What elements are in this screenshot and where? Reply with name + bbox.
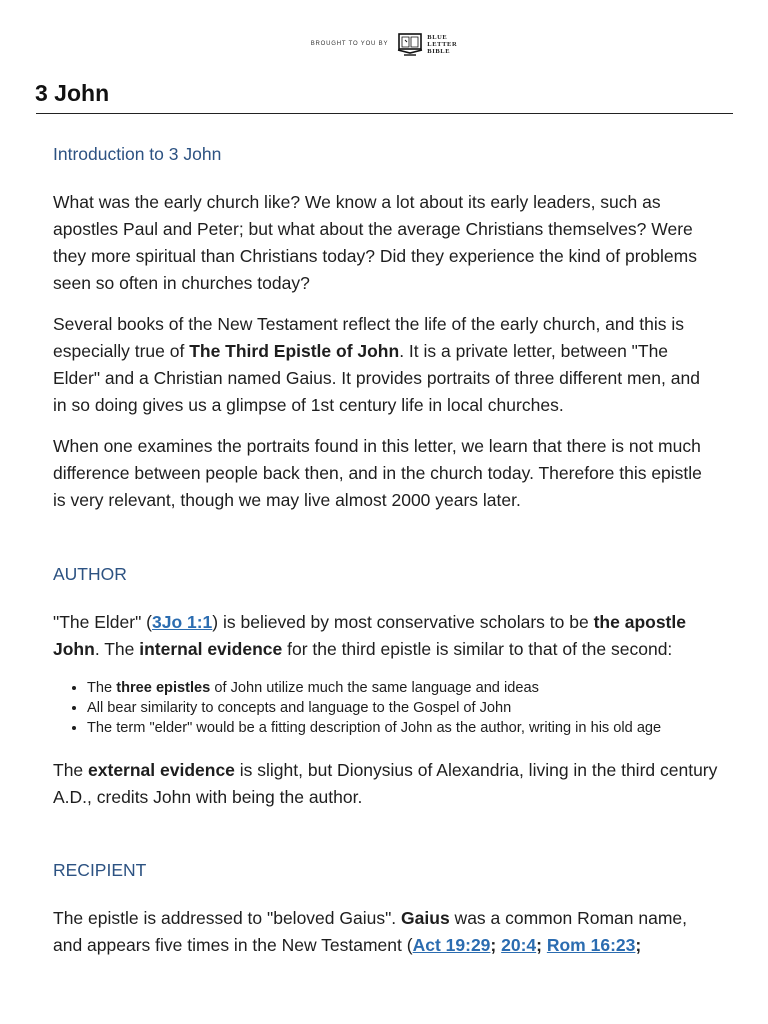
text-run: is slight, but Dionysius of Alexandria, living in the third century A.D., credits John with being the author.: [53, 760, 718, 807]
separator: ;: [635, 935, 642, 955]
author-paragraph-1: [53, 609, 718, 663]
main-content: [53, 130, 718, 959]
list-item: • The term "elder" would be a fitting description of John as the author, writing in his old age: [87, 718, 718, 738]
recipient-heading: RECIPIENT: [53, 860, 147, 880]
title-divider: [36, 113, 733, 114]
text-run: The epistle is addressed to "beloved Gaius".: [53, 908, 402, 928]
text-run: . The: [94, 639, 140, 659]
bold-internal-evidence: internal evidence: [139, 639, 283, 659]
author-evidence-list: [53, 678, 718, 738]
bold-apostle-john: the apostle John: [53, 612, 686, 659]
verse-link-3jo-1-1[interactable]: 3Jo 1:1: [151, 612, 213, 632]
separator: ;: [490, 935, 502, 955]
bold-gaius: Gaius: [401, 908, 450, 928]
text-run: for the third epistle is similar to that of the second:: [282, 639, 673, 659]
blue-letter-bible-logo[interactable]: [396, 30, 457, 58]
text-run: "The Elder" (: [53, 612, 152, 632]
intro-paragraph-1: What was the early church like? We know a lot about its early leaders, such as apostles Paul and Peter; but what about the average Christians themselves? Were they more spiritual than Christians today? Did they experience the kind of problems seen so often in churches today?: [53, 192, 697, 293]
intro-heading: Introduction to 3 John: [53, 144, 222, 164]
bold-external-evidence: external evidence: [88, 760, 235, 780]
text-run: . It is a private letter, between "The Elder" and a Christian named Gaius. It provides portraits of three different men, and in so doing gives us a glimpse of 1st century life in local churches.: [53, 341, 700, 415]
text-run: was a common Roman name, and appears five times in the New Testament (: [53, 908, 688, 955]
bible-logo-icon: [396, 30, 424, 58]
list-item: • All bear similarity to concepts and language to the Gospel of John: [87, 698, 718, 718]
bold-third-epistle: The Third Epistle of John: [189, 341, 400, 361]
logo-word-letter: LETTER: [427, 40, 458, 48]
verse-link-rom-16-23[interactable]: Rom 16:23: [546, 935, 636, 955]
page-title: 3 John: [35, 80, 110, 106]
verse-link-act-19-29[interactable]: Act 19:29: [412, 935, 491, 955]
separator: ;: [536, 935, 547, 955]
author-heading: AUTHOR: [53, 564, 127, 584]
text-run: The: [53, 760, 89, 780]
author-paragraph-2: [53, 757, 718, 811]
logo-word-bible: BIBLE: [427, 47, 451, 55]
intro-paragraph-3: When one examines the portraits found in this letter, we learn that there is not much difference between people back then, and in the church today. Therefore this epistle is very relevant, though we may live almost 2000 years later.: [53, 436, 702, 510]
text-run: Several books of the New Testament reflect the life of the early church, and this is especially true of: [53, 314, 684, 361]
recipient-paragraph-1: [53, 905, 718, 959]
logo-wordmark: [427, 34, 457, 55]
blue-letter-bible-banner[interactable]: [0, 30, 768, 58]
logo-word-blue: BLUE: [427, 33, 448, 41]
text-run: of John utilize much the same language and ideas: [210, 680, 539, 696]
text-run: The: [87, 680, 117, 696]
text-run: ) is believed by most conservative scholars to be: [212, 612, 594, 632]
list-item: [87, 678, 718, 698]
brought-by-text: BROUGHT TO YOU BY: [310, 41, 389, 47]
bold-three-epistles: three epistles: [116, 680, 211, 696]
verse-link-20-4[interactable]: 20:4: [501, 935, 537, 955]
intro-paragraph-2: [53, 311, 718, 419]
